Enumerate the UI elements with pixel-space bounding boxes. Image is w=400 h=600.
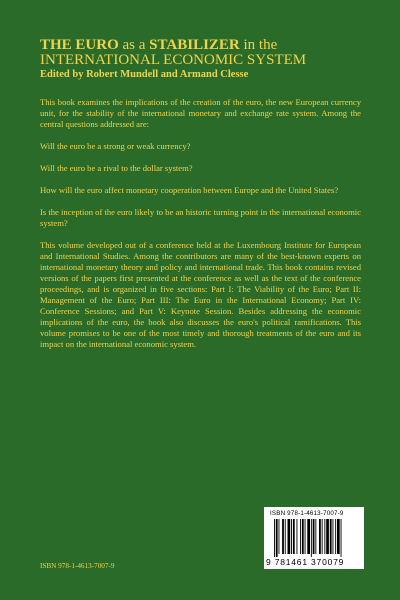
barcode-bar (291, 519, 292, 554)
barcode-bar (311, 519, 312, 557)
barcode-bar (341, 519, 342, 557)
blurb-paragraph-conference: This volume developed out of a conference held at the Luxembourg Institute for European and International Studies. Among the contributors are many of the best-known experts on international monetary theory and policy and international trade. This book contains revised versions of the papers first presented at the conference as well as the text of the conference proceedings, and is organized in five sections: Part I: The Viability of the Euro; Part II: Management of the Euro; Part III: The Euro in the International Economy; Part IV: Conference Sessions; and Part V: Keynote Session. Besides addressing the economic implications of the euro, the book also discusses the euro's political ramifications. This volume promises to be one of the most timely and thorough treatments of the euro and its impact on the international economic system. (40, 240, 361, 349)
title-in-the: in the (239, 37, 278, 53)
book-title (40, 38, 370, 68)
barcode-bar (274, 519, 275, 557)
blurb-question-1: Will the euro be a strong or weak currency? (40, 141, 191, 151)
barcode-bars (274, 519, 356, 557)
barcode-bar (322, 519, 323, 554)
title-line-2: INTERNATIONAL ECONOMIC SYSTEM (40, 52, 307, 68)
blurb-question-3: How will the euro affect monetary cooperation between Europe and the United States? (40, 185, 339, 195)
barcode (264, 507, 364, 569)
barcode-bar (285, 519, 286, 554)
barcode-bar (279, 519, 280, 554)
barcode-isbn-label: ISBN 978-1-4613-7007-9 (270, 510, 344, 517)
barcode-bar (319, 519, 321, 554)
barcode-bar (313, 519, 315, 554)
blurb-question-4: Is the inception of the euro likely to be an historic turning point in the international economic system? (40, 207, 361, 228)
barcode-bar (307, 519, 310, 554)
barcode-bar (326, 519, 329, 554)
title-as-a: as a (118, 37, 150, 53)
barcode-bar (330, 519, 332, 554)
blurb-question-2: Will the euro be a rival to the dollar system? (40, 163, 193, 173)
barcode-digits: 9 781461 370079 (266, 557, 345, 567)
barcode-bar (305, 519, 306, 554)
barcode-bar (300, 519, 301, 554)
editors-line: Edited by Robert Mundell and Armand Clesse (40, 69, 249, 80)
barcode-bar (276, 519, 278, 557)
barcode-bar (293, 519, 295, 554)
barcode-bar (324, 519, 325, 554)
barcode-bar (282, 519, 284, 554)
barcode-bar (297, 519, 298, 554)
barcode-bar (315, 519, 316, 554)
barcode-bar (288, 519, 291, 554)
barcode-bar (302, 519, 304, 554)
isbn-footer: ISBN 978-1-4613-7007-9 (40, 562, 115, 570)
barcode-bar (335, 519, 336, 554)
title-stabilizer: STABILIZER (149, 37, 240, 53)
title-euro: THE EURO (40, 37, 119, 53)
barcode-bar (337, 519, 340, 554)
blurb (40, 97, 361, 361)
barcode-bar (333, 519, 334, 554)
blurb-paragraph-intro: This book examines the implications of the creation of the euro, the new European currency unit, for the stability of the international monetary and exchange rate system. Among the central questions addressed are: (40, 97, 361, 129)
